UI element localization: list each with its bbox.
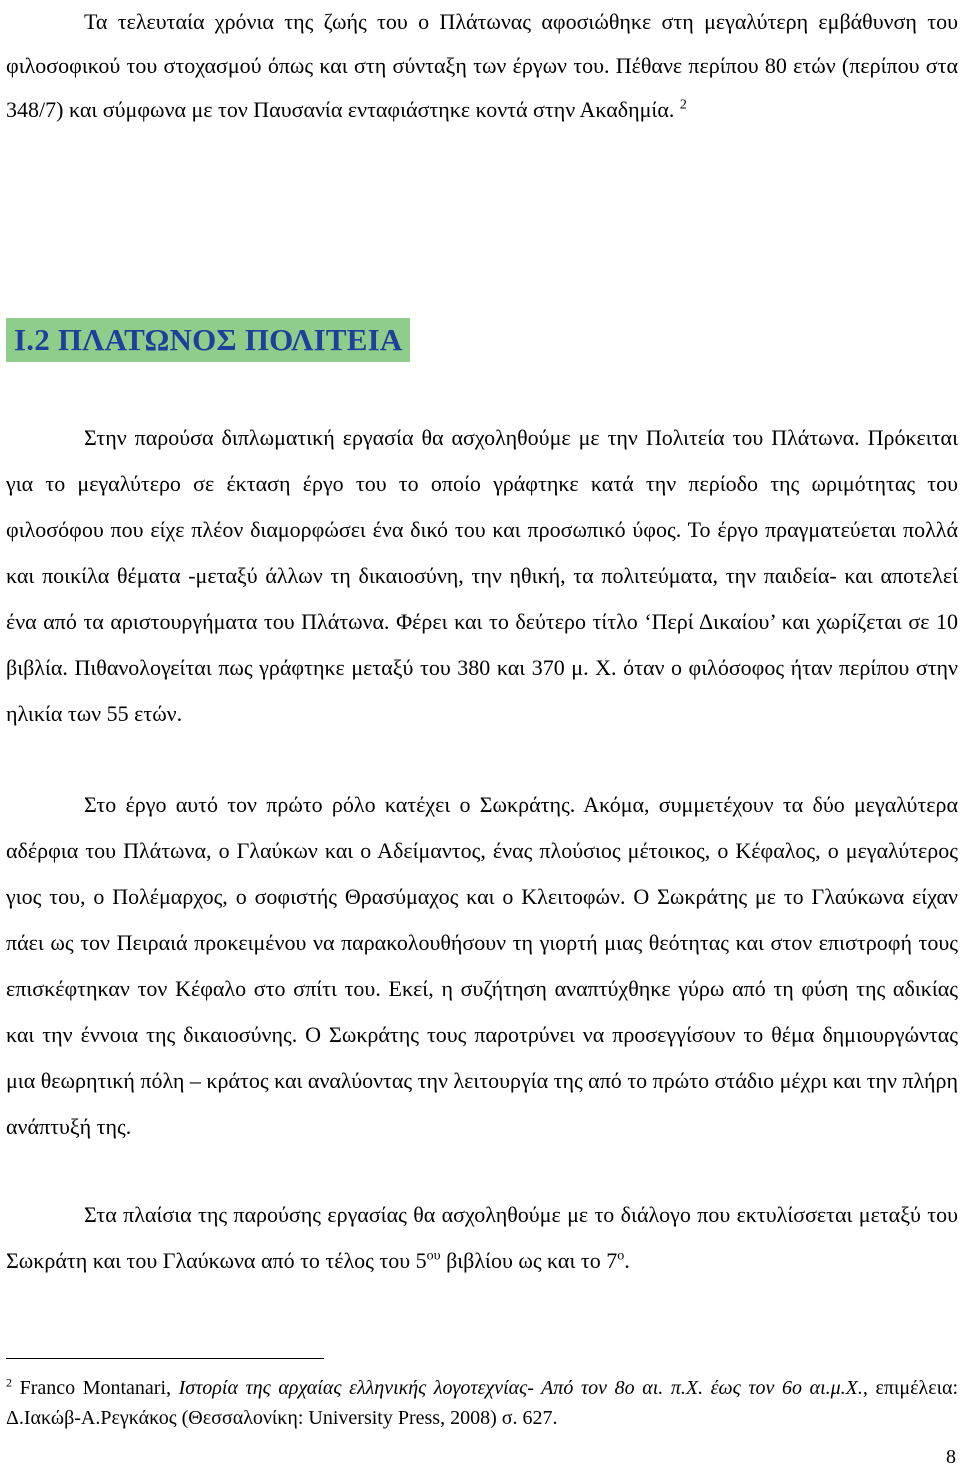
paragraph-4-superscript-b: ο bbox=[617, 1248, 625, 1264]
paragraph-4-superscript-a: ου bbox=[426, 1248, 441, 1264]
footnote-reference: 2 bbox=[679, 97, 687, 113]
section-heading bbox=[6, 318, 410, 362]
footnote bbox=[6, 1373, 958, 1433]
paragraph-1 bbox=[6, 0, 958, 132]
section-heading-text: Ι.2 ΠΛΑΤΩΝΟΣ ΠΟΛΙΤΕΙΑ bbox=[14, 322, 403, 357]
paragraph-4 bbox=[6, 1192, 958, 1284]
paragraph-4-text-c: . bbox=[624, 1248, 630, 1273]
footnote-details: , επιμέλεια: Δ.Ιακώβ-Α.Ρεγκάκος (Θεσσαλονίκη: University Press, 2008) σ. 627. bbox=[6, 1377, 959, 1429]
footnote-title: Ιστορία της αρχαίας ελληνικής λογοτεχνίας- Από τον 8ο αι. π.Χ. έως τον 6ο αι.μ.Χ. bbox=[178, 1377, 863, 1399]
page-number: 8 bbox=[946, 1446, 956, 1468]
footnote-separator bbox=[6, 1358, 324, 1359]
paragraph-4-text-a: Στα πλαίσια της παρούσης εργασίας θα ασχοληθούμε με το διάλογο που εκτυλίσσεται μεταξύ του Σωκράτη και του Γλαύκωνα από το τέλος του 5 bbox=[6, 1202, 958, 1273]
paragraph-3: Στο έργο αυτό τον πρώτο ρόλο κατέχει ο Σωκράτης. Ακόμα, συμμετέχουν τα δύο μεγαλύτερα αδέρφια του Πλάτωνα, ο Γλαύκων και ο Αδείμαντος, ένας πλούσιος μέτοικος, ο Κέφαλος, ο μεγαλύτερος γιος του, ο Πολέμαρχος, ο σοφιστής Θρασύμαχος και ο Κλειτοφών. Ο Σωκράτης με το Γλαύκωνα είχαν πάει ως τον Πειραιά προκειμένου να παρακολουθήσουν τη γιορτή μιας θεότητας και στον επιστροφή τους επισκέφτηκαν τον Κέφαλο στο σπίτι του. Εκεί, η συζήτηση αναπτύχθηκε γύρω από τη φύση της αδικίας και την έννοια της δικαιοσύνης. Ο Σωκράτης τους παροτρύνει να προσεγγίσουν το θέμα δημιουργώντας μια θεωρητική πόλη – κράτος και αναλύοντας την λειτουργία της από το πρώτο στάδιο μέχρι και την πλήρη ανάπτυξή της. bbox=[6, 792, 958, 1139]
footnote-number: 2 bbox=[6, 1375, 12, 1390]
paragraph-4-text-b: βιβλίου ως και το 7 bbox=[440, 1248, 618, 1273]
footnote-author: Franco Montanari, bbox=[12, 1377, 179, 1399]
paragraph-2: Στην παρούσα διπλωματική εργασία θα ασχοληθούμε με την Πολιτεία του Πλάτωνα. Πρόκειται για το μεγαλύτερο σε έκταση έργο του το οποίο γράφτηκε κατά την περίοδο της ωριμότητας του φιλοσόφου που είχε πλέον διαμορφώσει ένα δικό του και προσωπικό ύφος. Το έργο πραγματεύεται πολλά και ποικίλα θέματα -μεταξύ άλλων τη δικαιοσύνη, την ηθική, τα πολιτεύματα, την παιδεία- και αποτελεί ένα από τα αριστουργήματα του Πλάτωνα. Φέρει και το δεύτερο τίτλο ‘Περί Δικαίου’ και χωρίζεται σε 10 βιβλία. Πιθανολογείται πως γράφτηκε μεταξύ του 380 και 370 μ. Χ. όταν ο φιλόσοφος ήταν περίπου στην ηλικία των 55 ετών. bbox=[6, 425, 958, 726]
paragraph-1-text: Τα τελευταία χρόνια της ζωής του ο Πλάτωνας αφοσιώθηκε στη μεγαλύτερη εμβάθυνση του φιλοσοφικού του στοχασμού όπως και στη σύνταξη των έργων του. Πέθανε περίπου 80 ετών (περίπου στα 348/7) και σύμφωνα με τον Παυσανία ενταφιάστηκε κοντά στην Ακαδημία. bbox=[6, 9, 958, 122]
